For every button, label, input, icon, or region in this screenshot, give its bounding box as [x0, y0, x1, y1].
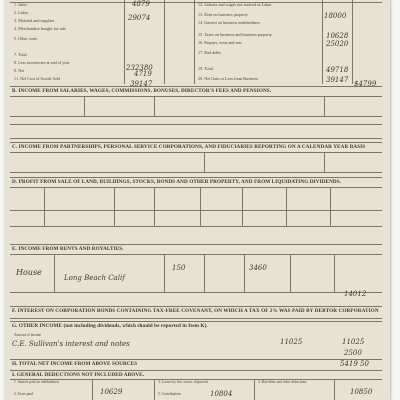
section-c-heading: C. INCOME FROM PARTNERSHIPS, PERSONAL SERVICE CORPORATIONS, AND FIDUCIARIES REPORTING ON A CALENDAR YEAR BASIS: [12, 144, 366, 150]
amount-net-total: $4799: [354, 80, 377, 88]
section-i-heading: I. GENERAL DEDUCTIONS NOT INCLUDED ABOVE.: [12, 372, 145, 378]
item-15: 15. Taxes on business and business property: [198, 32, 272, 37]
item-13: 13. Rent on business property: [198, 12, 248, 17]
amount-less-inventory: 232380: [126, 64, 153, 72]
amount-repairs: 25020: [326, 40, 349, 48]
item-8: 8. Less inventories at end of year: [14, 60, 70, 65]
rent-amount: 150: [172, 264, 186, 272]
item-7: 7. Total: [14, 52, 27, 57]
amount-material: 29074: [128, 14, 151, 22]
section-g-total: 2500: [344, 349, 362, 357]
rent-kind: House: [16, 268, 42, 277]
section-g-heading: G. OTHER INCOME (not including dividends, which should be reported in Item K).: [12, 323, 208, 329]
item-14: 14. Interest on business indebtedness: [198, 20, 260, 25]
other-income-total: 11025: [342, 338, 365, 346]
i-item-4: 4. Bad debts and other deductions: [258, 380, 307, 384]
other-income-amount: 11025: [280, 338, 303, 346]
item-9: 9. Net: [14, 68, 25, 73]
i-amount-1: 10629: [100, 388, 123, 396]
item-20: 20. Net Gain or Loss from Business: [198, 76, 259, 81]
item-16: 16. Repairs, wear and tear: [198, 40, 242, 45]
item-1: 1. Sales: [14, 2, 28, 7]
i-item-5: 5. Contributions: [158, 392, 182, 396]
amount-taxes: 10628: [326, 32, 349, 40]
item-5: 5. Other costs: [14, 36, 38, 41]
i-item-3: 3. Losses by fire, storm, shipwreck: [158, 380, 209, 384]
i-amount-3: 10850: [350, 388, 373, 396]
i-item-2: 2. Taxes paid: [14, 392, 33, 396]
form-sheet: [4, 0, 390, 400]
rent-deduct: 3460: [249, 264, 267, 272]
i-amount-2: 10804: [210, 390, 233, 398]
other-income-desc: C.E. Sullivan's interest and notes: [12, 340, 130, 348]
item-17: 17. Bad debts: [198, 50, 221, 55]
rent-address: Long Beach Calif: [64, 274, 125, 282]
section-h-heading: H. TOTAL NET INCOME FROM ABOVE SOURCES: [12, 361, 138, 367]
amount-cost-goods: 39147: [130, 80, 153, 88]
section-b-heading: B. INCOME FROM SALARIES, WAGES, COMMISSIONS, BONUSES, DIRECTOR'S FEES AND PENSIONS.: [12, 88, 272, 94]
section-h-total: 5419 50: [340, 360, 369, 368]
section-d-heading: D. PROFIT FROM SALE OF LAND, BUILDINGS, STOCKS, BONDS AND OTHER PROPERTY, AND FROM LIQUIDATING DIVIDENDS.: [12, 179, 342, 185]
amount-net: 4719: [134, 70, 152, 78]
rent-total: 14012: [344, 290, 367, 298]
i-item-1: 1. Interest paid on indebtedness: [14, 380, 60, 384]
item-11: 11. Net Cost of Goods Sold: [14, 76, 61, 81]
amount-net-gain: 39147: [326, 76, 349, 84]
item-19: 19. Total: [198, 66, 213, 71]
item-12: 12. Salaries and wages not entered as Labor: [198, 2, 272, 7]
section-e-heading: E. INCOME FROM RENTS AND ROYALTIES.: [12, 246, 124, 252]
item-3: 3. Material and supplies: [14, 18, 55, 23]
item-2: 2. Labor: [14, 10, 29, 15]
section-f-heading: F. INTEREST ON CORPORATION BONDS CONTAINING TAX-FREE COVENANT, ON WHICH A TAX OF 2% WAS PAID BY DEBTOR CORPORATION: [12, 308, 379, 314]
amount-sales: 4879: [132, 0, 150, 8]
amount-rent: 18000: [324, 12, 347, 20]
other-income-label: Amount of income: [14, 333, 42, 337]
amount-total-19: 49718: [326, 66, 349, 74]
item-4: 4. Merchandise bought for sale: [14, 26, 66, 31]
